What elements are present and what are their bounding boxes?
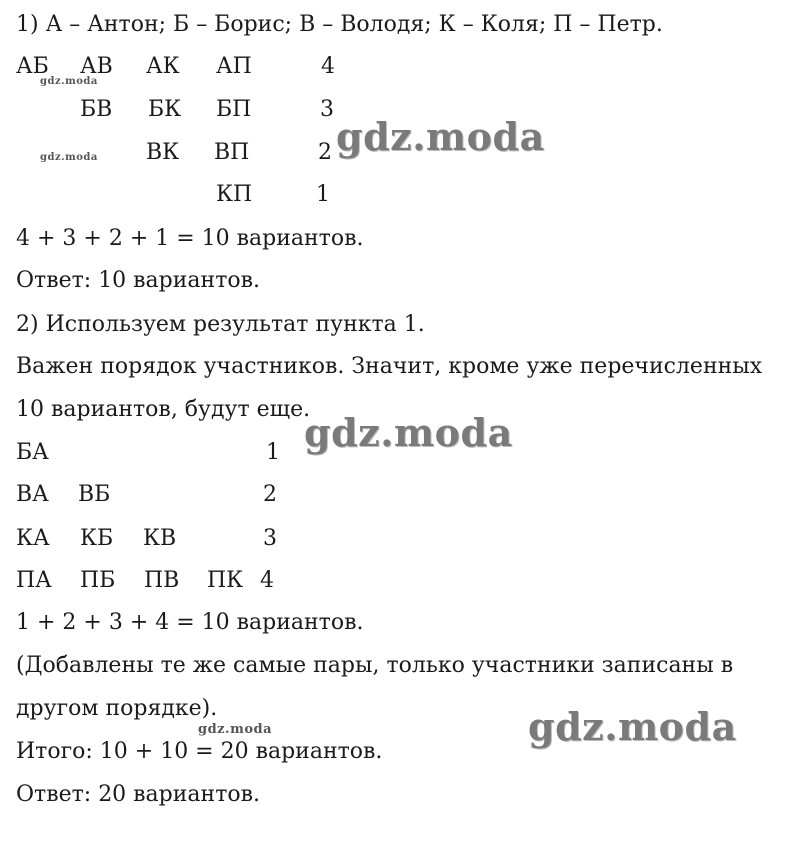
pair-cell: ПК <box>207 568 244 593</box>
pair-cell: ПВ <box>144 568 180 593</box>
pair-cell: БК <box>148 97 182 122</box>
answer-2: Ответ: 20 вариантов. <box>16 782 260 807</box>
watermark-small: gdz.moda <box>40 76 98 87</box>
row-count: 3 <box>263 526 277 551</box>
part2-intro: 2) Используем результат пункта 1. <box>16 312 425 337</box>
watermark-large: gdz.moda <box>336 114 545 159</box>
watermark-small: gdz.moda <box>40 152 98 163</box>
pair-cell: КБ <box>80 526 114 551</box>
pair-cell: АБ <box>16 54 49 79</box>
pair-cell: ВБ <box>78 482 111 507</box>
pair-cell: ВК <box>146 140 180 165</box>
sum-line-2: 1 + 2 + 3 + 4 = 10 вариантов. <box>16 610 364 635</box>
pair-cell: АП <box>216 54 252 79</box>
row-count: 3 <box>320 97 334 122</box>
row-count: 1 <box>266 440 280 465</box>
header-legend: 1) А – Антон; Б – Борис; В – Володя; К – Коля; П – Петр. <box>16 12 663 37</box>
pair-cell: ВП <box>214 140 250 165</box>
answer-1: Ответ: 10 вариантов. <box>16 268 260 293</box>
pair-cell: БВ <box>80 97 113 122</box>
part2-text-line1: Важен порядок участников. Значит, кроме уже перечисленных <box>16 354 763 379</box>
pair-cell: БП <box>216 97 252 122</box>
pair-cell: ВА <box>16 482 49 507</box>
row-count: 2 <box>318 140 332 165</box>
watermark-large: gdz.moda <box>528 704 737 749</box>
row-count: 4 <box>260 568 274 593</box>
pair-cell: КП <box>216 182 253 207</box>
part2-text-line2: 10 вариантов, будут еще. <box>16 397 311 422</box>
pair-cell: АВ <box>80 54 113 79</box>
watermark-large: gdz.moda <box>304 410 513 455</box>
row-count: 2 <box>263 482 277 507</box>
total-line: Итого: 10 + 10 = 20 вариантов. <box>16 739 383 764</box>
watermark-small: gdz.moda <box>198 722 273 737</box>
pair-cell: КА <box>16 526 50 551</box>
pair-cell: ПА <box>16 568 52 593</box>
note-line1: (Добавлены те же самые пары, только участники записаны в <box>16 653 734 678</box>
pair-cell: ПБ <box>80 568 116 593</box>
pair-cell: КВ <box>143 526 177 551</box>
pair-cell: АК <box>146 54 180 79</box>
sum-line-1: 4 + 3 + 2 + 1 = 10 вариантов. <box>16 226 364 251</box>
note-line2: другом порядке). <box>16 696 218 721</box>
row-count: 1 <box>316 182 330 207</box>
row-count: 4 <box>321 54 335 79</box>
pair-cell: БА <box>16 440 49 465</box>
